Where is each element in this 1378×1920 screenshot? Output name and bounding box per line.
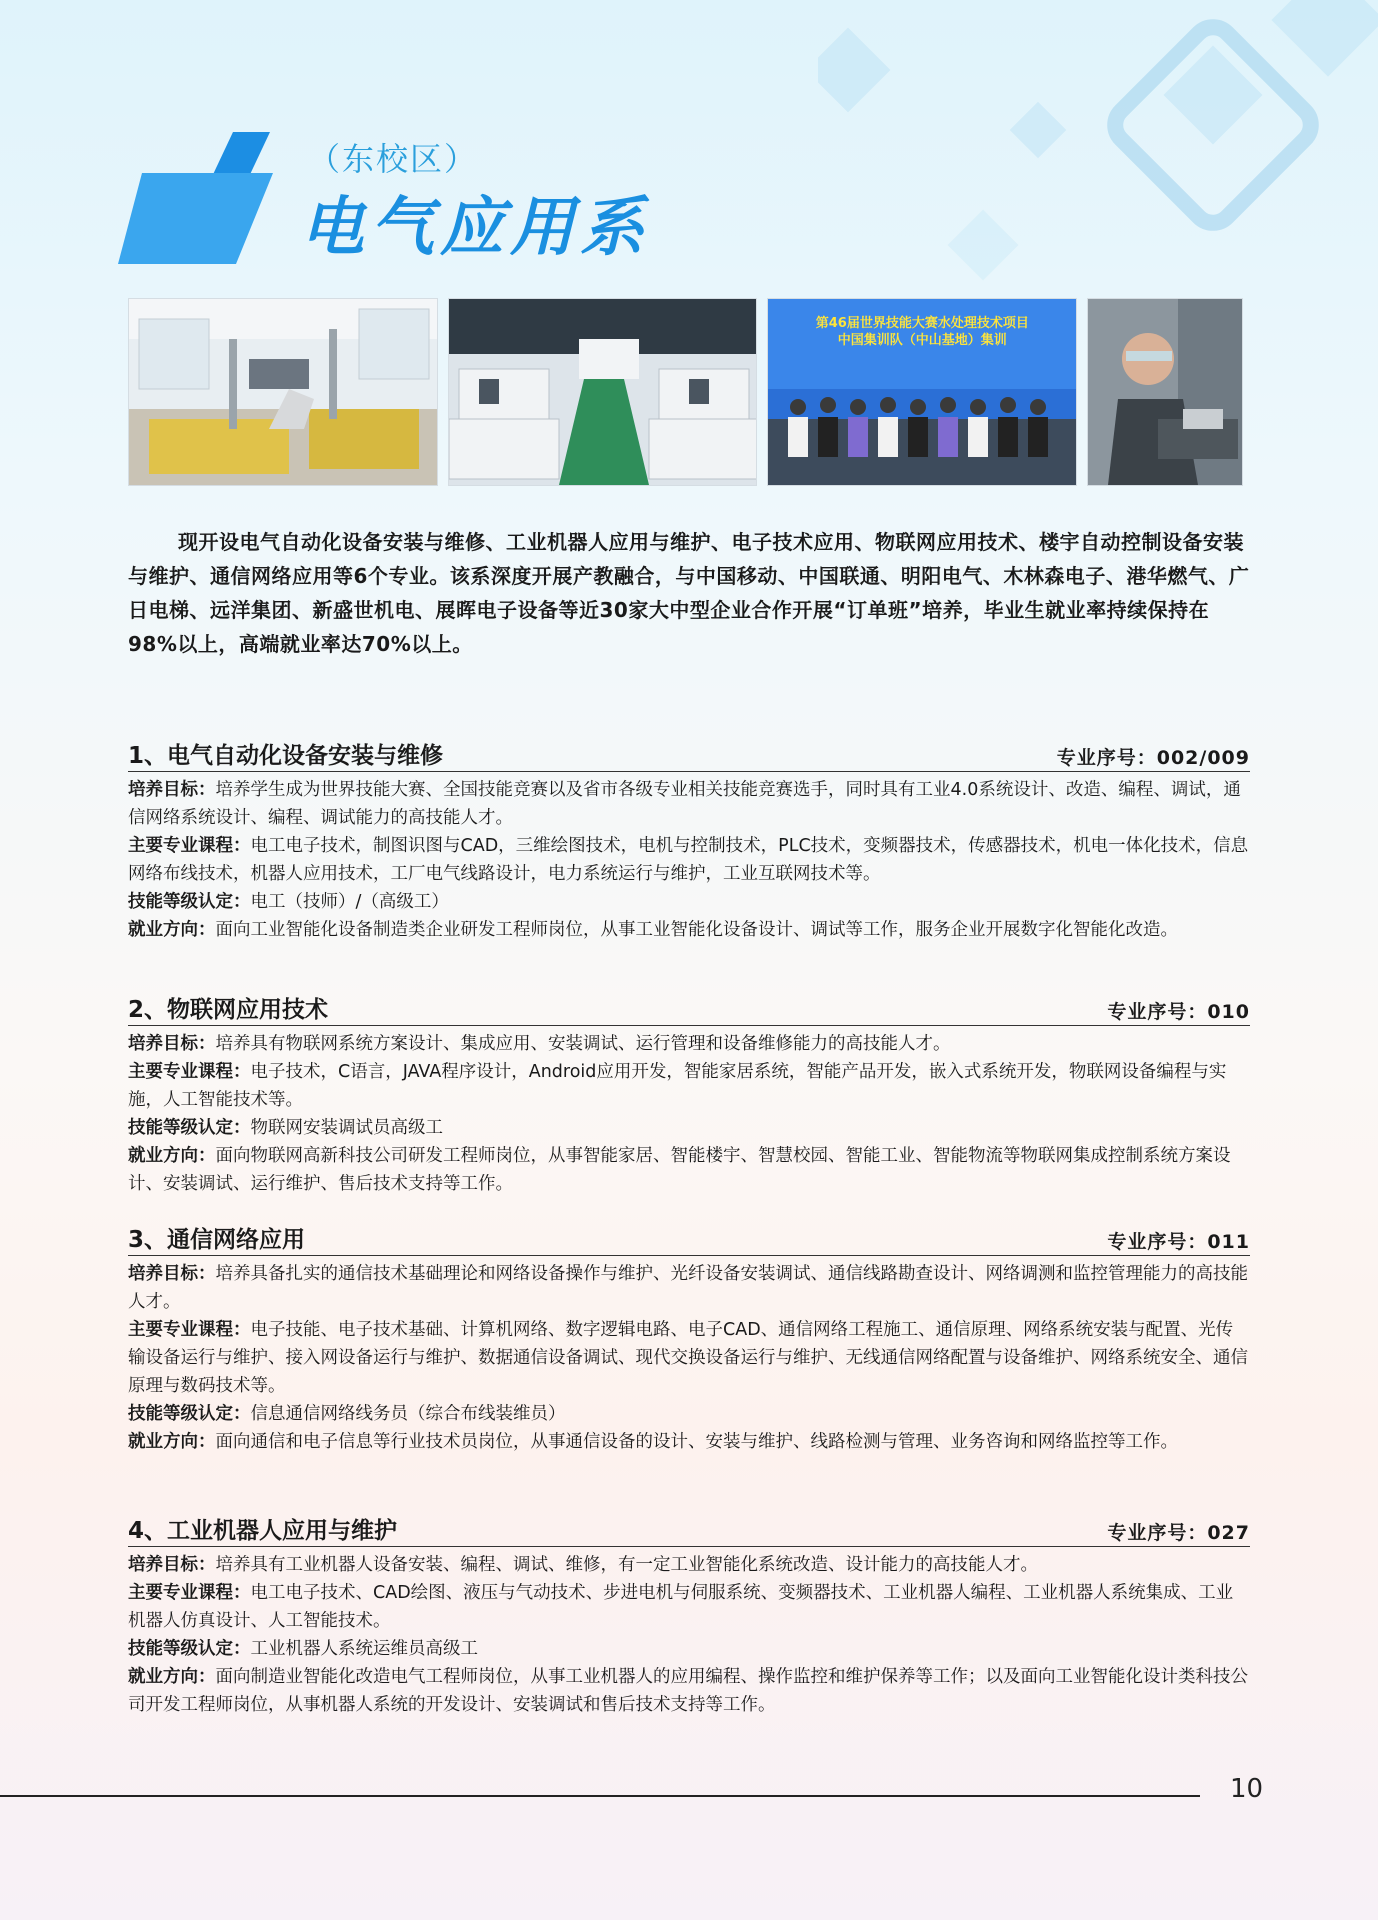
campus-label: （东校区） <box>308 140 479 178</box>
major-section-2 <box>128 991 1250 1198</box>
field-value: 电子技术，C语言，JAVA程序设计，Android应用开发，智能家居系统，智能产品开发，嵌入式系统开发，物联网设备编程与实施，人工智能技术等。 <box>128 1062 1227 1110</box>
field-value: 电子技能、电子技术基础、计算机网络、数字逻辑电路、电子CAD、通信网络工程施工、通信原理、网络系统安装与配置、光传输设备运行与维护、接入网设备运行与维护、数据通信设备调试、现代交换设备运行与维护、无线通信网络配置与设备维护、网络系统安全、通信原理与数码技术等。 <box>128 1320 1248 1396</box>
banner-text-line1: 第46届世界技能大赛水处理技术项目 <box>815 316 1029 331</box>
field-label: 技能等级认定： <box>128 892 251 912</box>
main-courses <box>128 1579 1250 1635</box>
student-working-photo <box>1087 298 1243 486</box>
career-direction <box>128 1428 1250 1456</box>
training-room-photo <box>448 298 758 486</box>
field-label: 技能等级认定： <box>128 1118 251 1138</box>
field-value: 电工（技师）/（高级工） <box>250 892 449 912</box>
field-value: 工业机器人系统运维员高级工 <box>250 1639 478 1659</box>
field-label: 技能等级认定： <box>128 1639 251 1659</box>
field-value: 培养具有物联网系统方案设计、集成应用、安装调试、运行管理和设备维修能力的高技能人才。 <box>215 1034 951 1054</box>
major-code: 专业序号：027 <box>1107 1522 1250 1544</box>
training-goal <box>128 1030 1250 1058</box>
field-value: 培养具有工业机器人设备安装、编程、调试、维修，有一定工业智能化系统改造、设计能力的高技能人才。 <box>215 1555 1038 1575</box>
major-title: 4、工业机器人应用与维护 <box>128 1518 398 1544</box>
field-label: 主要专业课程： <box>128 1062 251 1082</box>
field-label: 主要专业课程： <box>128 836 251 856</box>
footer-divider <box>0 1795 1200 1797</box>
field-label: 培养目标： <box>128 780 216 800</box>
field-value: 面向通信和电子信息等行业技术员岗位，从事通信设备的设计、安装与维护、线路检测与管理、业务咨询和网络监控等工作。 <box>215 1432 1178 1452</box>
major-section-1 <box>128 737 1250 944</box>
career-direction <box>128 1663 1250 1719</box>
major-code: 专业序号：010 <box>1107 1001 1250 1023</box>
training-goal <box>128 1551 1250 1579</box>
field-label: 主要专业课程： <box>128 1320 251 1340</box>
field-label: 就业方向： <box>128 1667 216 1687</box>
skill-certification <box>128 888 1250 916</box>
field-value: 电工电子技术、CAD绘图、液压与气动技术、步进电机与伺服系统、变频器技术、工业机器人编程、工业机器人系统集成、工业机器人仿真设计、人工智能技术。 <box>128 1583 1234 1631</box>
field-label: 培养目标： <box>128 1264 216 1284</box>
field-label: 就业方向： <box>128 1146 216 1166</box>
major-title: 3、通信网络应用 <box>128 1227 306 1253</box>
field-value: 信息通信网络线务员（综合布线装维员） <box>250 1404 566 1424</box>
major-code: 专业序号：011 <box>1107 1231 1250 1253</box>
group-photo <box>767 298 1077 486</box>
major-section-4 <box>128 1512 1250 1719</box>
field-value: 物联网安装调试员高级工 <box>250 1118 443 1138</box>
page-number: 10 <box>1230 1774 1264 1804</box>
training-goal <box>128 1260 1250 1316</box>
career-direction <box>128 916 1250 944</box>
department-intro: 现开设电气自动化设备安装与维修、工业机器人应用与维护、电子技术应用、物联网应用技术、楼宇自动控制设备安装与维护、通信网络应用等6个专业。该系深度开展产教融合，与中国移动、中国联通、明阳电气、木林森电子、港华燃气、广日电梯、远洋集团、新盛世机电、展晖电子设备等近30家大中型企业合作开展“订单班”培养，毕业生就业率持续保持在98%以上，高端就业率达70%以上。 <box>128 530 1250 656</box>
career-direction <box>128 1142 1250 1198</box>
field-label: 培养目标： <box>128 1034 216 1054</box>
field-label: 就业方向： <box>128 920 216 940</box>
robot-lab-photo <box>128 298 438 486</box>
field-label: 主要专业课程： <box>128 1583 251 1603</box>
photo-strip <box>128 298 1243 484</box>
department-title: 电气应用系 <box>300 191 650 265</box>
skill-certification <box>128 1114 1250 1142</box>
skill-certification <box>128 1400 1250 1428</box>
major-code: 专业序号：002/009 <box>1056 747 1250 769</box>
major-title: 2、物联网应用技术 <box>128 997 329 1023</box>
skill-certification <box>128 1635 1250 1663</box>
training-goal <box>128 776 1250 832</box>
major-title: 1、电气自动化设备安装与维修 <box>128 743 444 769</box>
main-courses <box>128 1058 1250 1114</box>
banner-text-line2: 中国集训队（中山基地）集训 <box>837 333 1007 348</box>
header-parallelogram-icon <box>118 128 328 268</box>
field-label: 就业方向： <box>128 1432 216 1452</box>
field-label: 技能等级认定： <box>128 1404 251 1424</box>
field-value: 培养具备扎实的通信技术基础理论和网络设备操作与维护、光纤设备安装调试、通信线路勘查设计、网络调测和监控管理能力的高技能人才。 <box>128 1264 1248 1312</box>
field-value: 面向制造业智能化改造电气工程师岗位，从事工业机器人的应用编程、操作监控和维护保养等工作；以及面向工业智能化设计类科技公司开发工程师岗位，从事机器人系统的开发设计、安装调试和售后技术支持等工作。 <box>128 1667 1248 1715</box>
main-courses <box>128 1316 1250 1400</box>
field-value: 培养学生成为世界技能大赛、全国技能竞赛以及省市各级专业相关技能竞赛选手，同时具有工业4.0系统设计、改造、编程、调试，通信网络系统设计、编程、调试能力的高技能人才。 <box>128 780 1241 828</box>
field-label: 培养目标： <box>128 1555 216 1575</box>
department-header <box>118 128 678 268</box>
field-value: 电工电子技术，制图识图与CAD，三维绘图技术，电机与控制技术，PLC技术，变频器技术，传感器技术，机电一体化技术，信息网络布线技术，机器人应用技术，工厂电气线路设计，电力系统运行与维护，工业互联网技术等。 <box>128 836 1249 884</box>
field-value: 面向物联网高新科技公司研发工程师岗位，从事智能家居、智能楼宇、智慧校园、智能工业、智能物流等物联网集成控制系统方案设计、安装调试、运行维护、售后技术支持等工作。 <box>128 1146 1231 1194</box>
field-value: 面向工业智能化设备制造类企业研发工程师岗位，从事工业智能化设备设计、调试等工作，服务企业开展数字化智能化改造。 <box>215 920 1178 940</box>
major-section-3 <box>128 1221 1250 1456</box>
main-courses <box>128 832 1250 888</box>
